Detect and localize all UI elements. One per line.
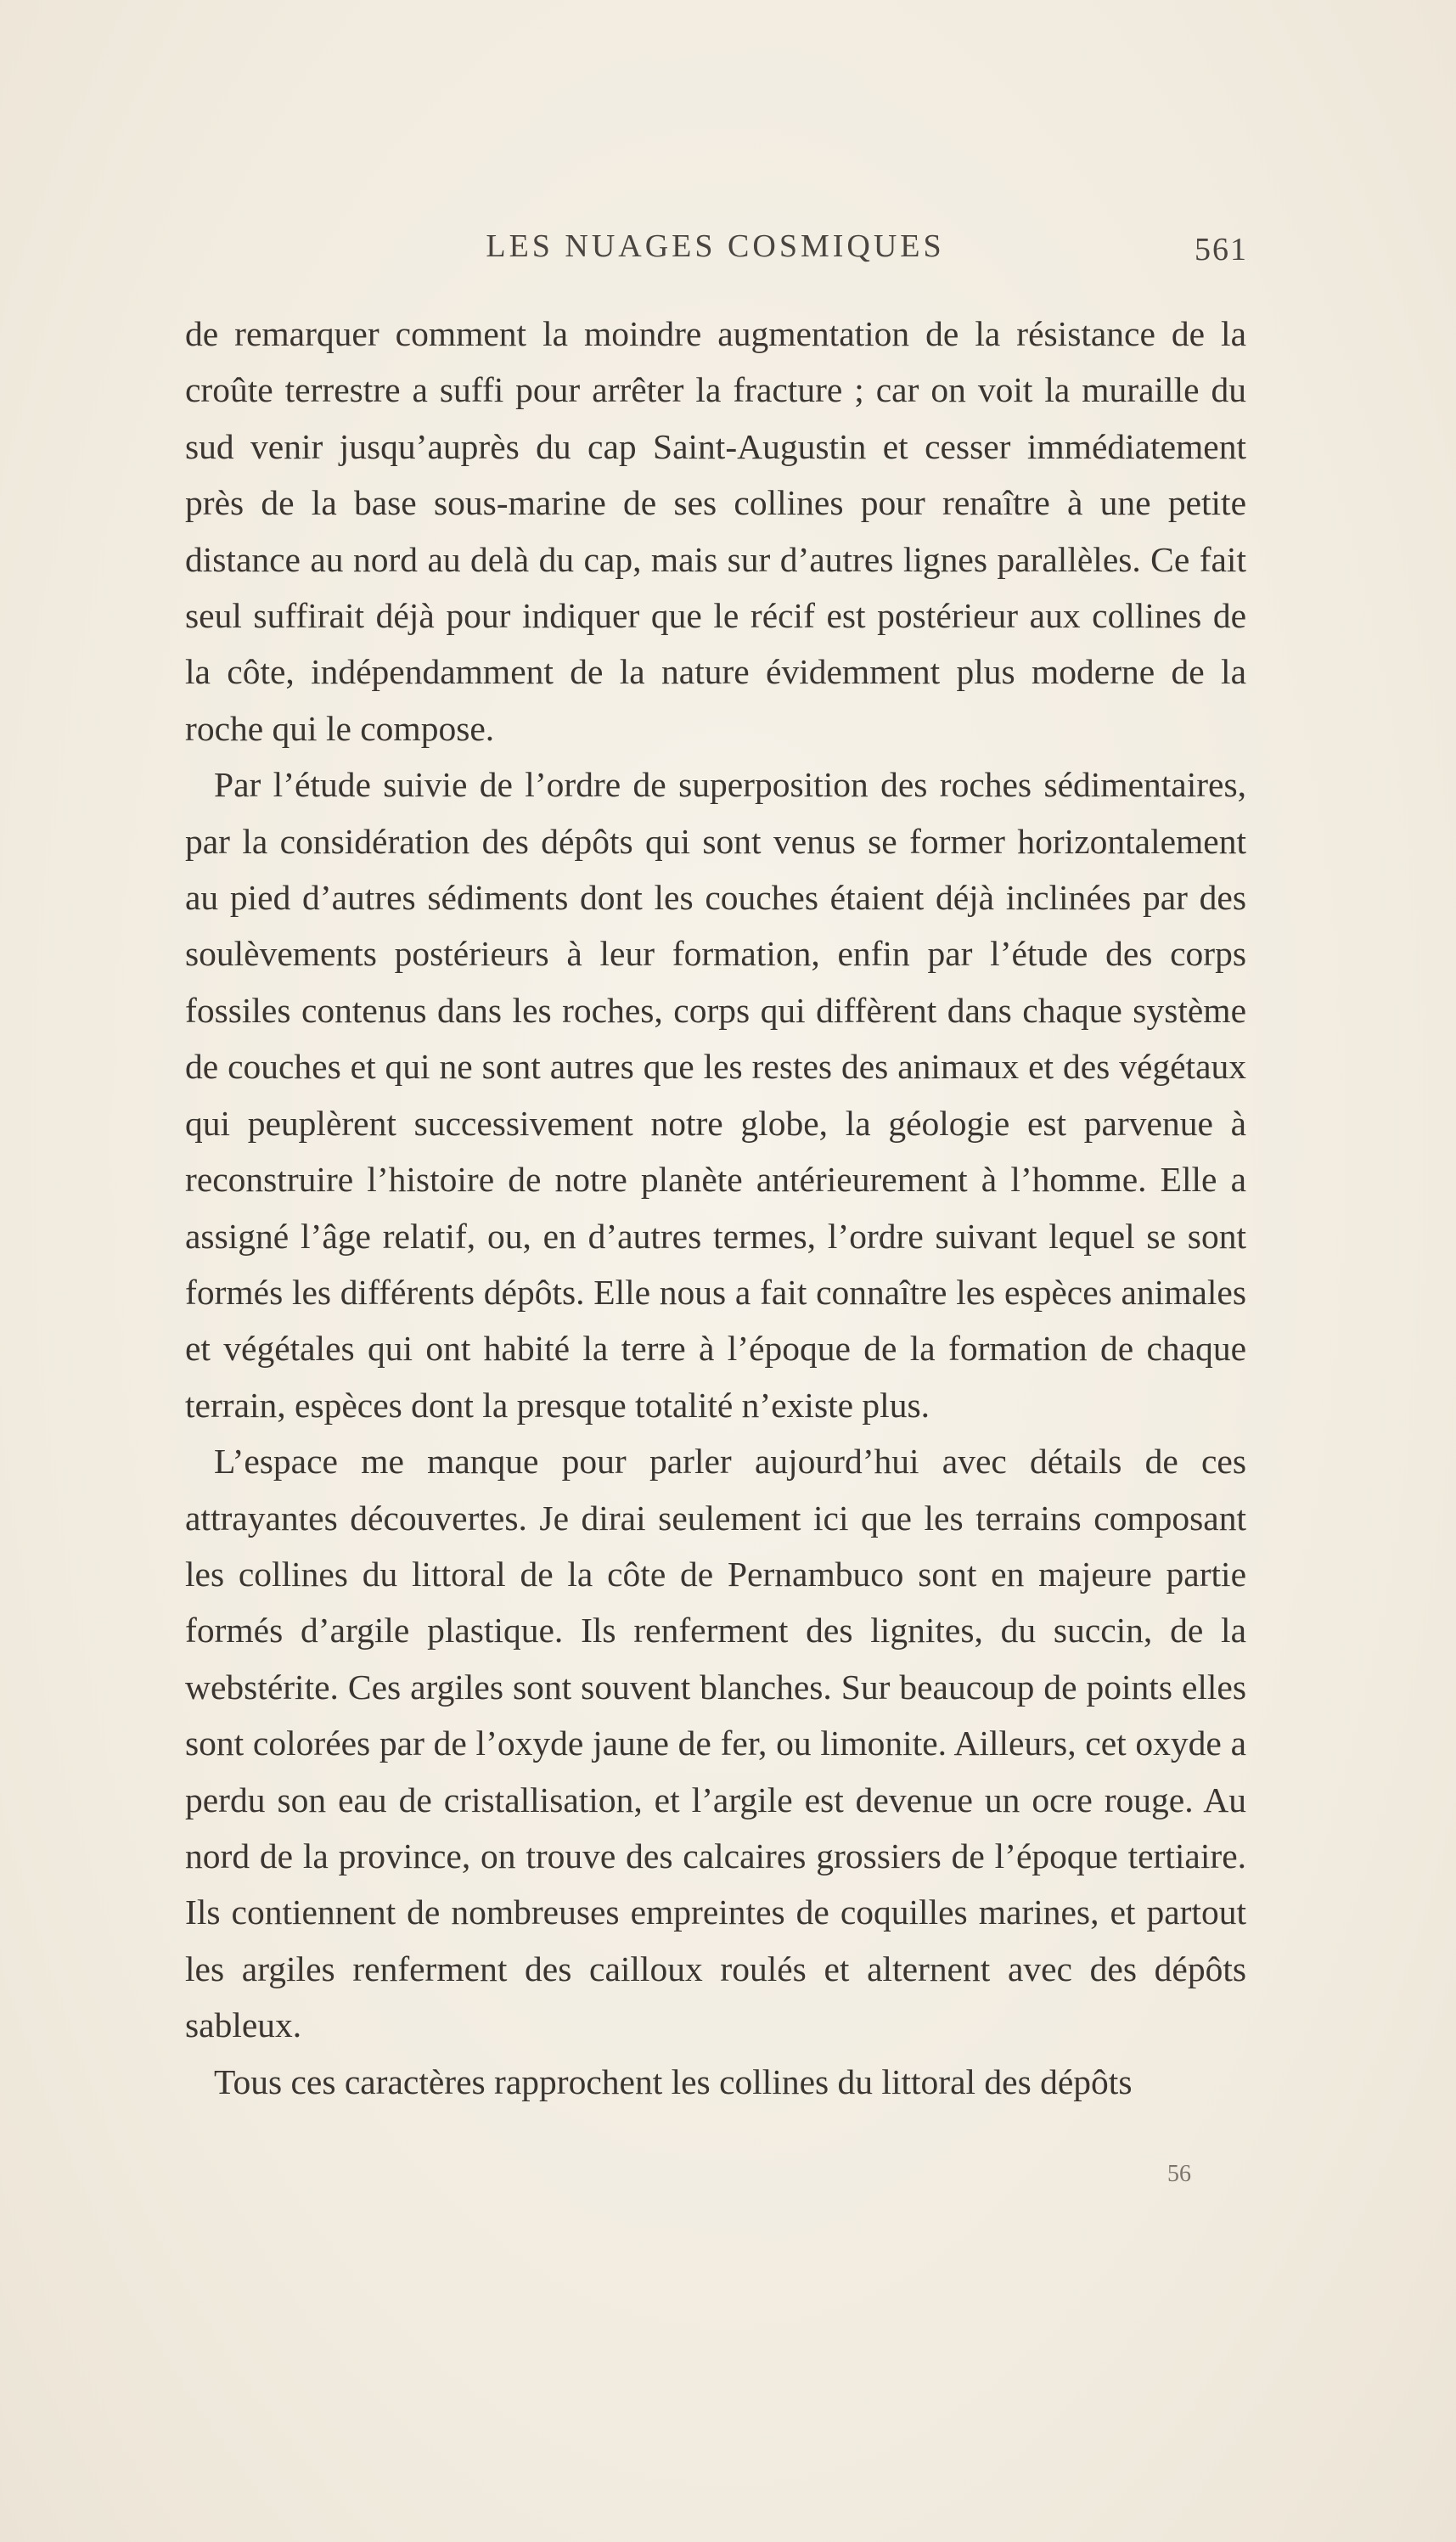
page-header	[183, 228, 1248, 278]
paragraph-3: L’espace me manque pour parler aujourd’hui avec détails de ces attrayantes découvertes. Je dirai seulement ici que les terrains composant les collines du littoral de la côte de Pernambuco sont en majeure partie formés d’argile plastique. Ils renferment des lignites, du succin, de la webstérite. Ces argiles sont souvent blanches. Sur beaucoup de points elles sont colorées par de l’oxyde jaune de fer, ou limonite. Ailleurs, cet oxyde a perdu son eau de cristallisation, et l’argile est devenue un ocre rouge. Au nord de la province, on trouve des calcaires grossiers de l’époque tertiaire. Ils contiennent de nombreuses empreintes de coquilles marines, et partout les argiles renferment des cailloux roulés et alternent avec des dépôts sableux.	[185, 1442, 1246, 2045]
signature-mark: 56	[1167, 2161, 1191, 2187]
paragraph-2: Par l’étude suivie de l’ordre de superposition des roches sédimentaires, par la considération des dépôts qui sont venus se former horizontalement au pied d’autres sédiments dont les couches étaient déjà inclinées par des soulèvements postérieurs à leur formation, enfin par l’étude des corps fossiles contenus dans les roches, corps qui diffèrent dans chaque système de couches et qui ne sont autres que les restes des animaux et des végétaux qui peuplèrent successivement notre globe, la géologie est parvenue à reconstruire l’histoire de notre planète antérieurement à l’homme. Elle a assigné l’âge relatif, ou, en d’autres termes, l’ordre suivant lequel se sont formés les différents dépôts. Elle nous a fait connaître les espèces animales et végétales qui ont habité la terre à l’époque de la formation de chaque terrain, espèces dont la presque totalité n’existe plus.	[185, 765, 1246, 1425]
body-text	[185, 306, 1246, 2110]
paragraph-4: Tous ces caractères rapprochent les collines du littoral des dépôts	[214, 2061, 1133, 2101]
paragraph-1: de remarquer comment la moindre augmentation de la résistance de la croûte terrestre a suffi pour arrêter la fracture ; car on voit la muraille du sud venir jusqu’auprès du cap Saint-Augustin et cesser immédiatement près de la base sous-marine de ses collines pour renaître à une petite distance au nord au delà du cap, mais sur d’autres lignes parallèles. Ce fait seul suffirait déjà pour indiquer que le récif est postérieur aux collines de la côte, indépendamment de la nature évidemment plus moderne de la roche qui le compose.	[185, 314, 1246, 748]
page-number: 561	[1195, 232, 1248, 267]
running-title: LES NUAGES COSMIQUES	[486, 228, 945, 264]
